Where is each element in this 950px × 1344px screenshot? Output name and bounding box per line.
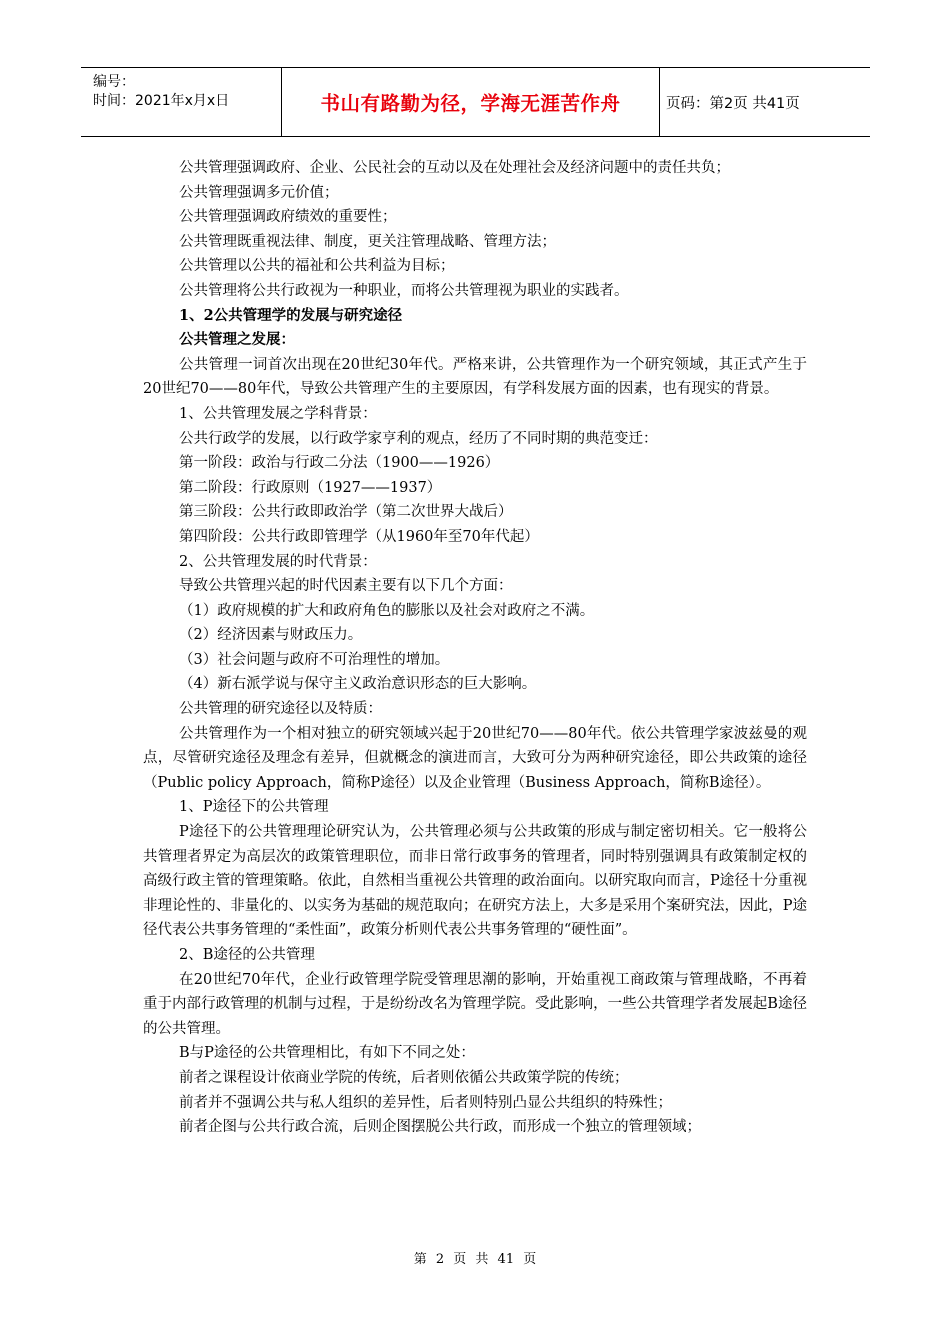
motto: 书山有路勤为径，学海无涯苦作舟: [320, 92, 621, 115]
page-header: [81, 67, 870, 137]
document-body: [143, 156, 807, 1140]
serial-label: 编号：: [93, 74, 135, 90]
paragraph: 2、B途径的公共管理: [179, 947, 315, 963]
paragraph: 公共管理强调多元价值；: [179, 184, 339, 201]
paragraph: 1、公共管理发展之学科背景：: [179, 405, 377, 422]
paragraph: 公共行政学的发展，以行政学家亨利的观点，经历了不同时期的典范变迁：: [179, 430, 658, 447]
header-meta: [81, 68, 282, 136]
paragraph: 2、公共管理发展的时代背景：: [179, 553, 377, 570]
paragraph: 前者并不强调公共与私人组织的差异性，后者则特别凸显公共组织的特殊性；: [179, 1094, 672, 1111]
paragraph: 公共管理强调政府绩效的重要性；: [179, 209, 397, 226]
section-heading: 1、2公共管理学的发展与研究途径: [179, 306, 403, 324]
paragraph: 在20世纪70年代，企业行政管理学院受管理思潮的影响，开始重视工商政策与管理战略，不再着重于内部行政管理的机制与过程，于是纷纷改名为管理学院。受此影响，一些公共管理学者发展起B途径的公共管理。: [143, 971, 807, 1037]
paragraph: 公共管理作为一个相对独立的研究领域兴起于20世纪70——80年代。依公共管理学家波兹曼的观点，尽管研究途径及理念有差异，但就概念的演进而言，大致可分为两种研究途径，即公共政策的途径（Public policy Approach，简称P途径）以及企业管理（Business Approach，简称B途径）。: [143, 725, 807, 791]
list-item: （2）经济因素与财政压力。: [179, 627, 363, 644]
paragraph: 导致公共管理兴起的时代因素主要有以下几个方面：: [179, 578, 513, 595]
paragraph: 公共管理的研究途径以及特质：: [179, 701, 382, 718]
list-item: （3）社会问题与政府不可治理性的增加。: [179, 651, 450, 668]
header-motto-cell: [282, 68, 660, 136]
stage-item: 第三阶段：公共行政即政治学（第二次世界大战后）: [179, 504, 513, 521]
stage-item: 第一阶段：政治与行政二分法（1900——1926）: [179, 455, 500, 472]
paragraph: 前者之课程设计依商业学院的传统，后者则依循公共政策学院的传统；: [179, 1069, 629, 1086]
paragraph: 公共管理以公共的福祉和公共利益为目标；: [179, 258, 455, 275]
header-page-info-cell: [660, 68, 870, 136]
paragraph: 前者企图与公共行政合流，后则企图摆脱公共行政，而形成一个独立的管理领域；: [179, 1119, 701, 1136]
date-label: 时间：2021年x月x日: [93, 93, 230, 109]
paragraph: B与P途径的公共管理相比，有如下不同之处：: [179, 1045, 475, 1062]
subsection-heading: 公共管理之发展：: [179, 331, 295, 349]
list-item: （1）政府规模的扩大和政府角色的膨胀以及社会对政府之不满。: [179, 602, 595, 619]
stage-item: 第四阶段：公共行政即管理学（从1960年至70年代起）: [179, 528, 539, 545]
paragraph: 1、P途径下的公共管理: [179, 799, 329, 816]
list-item: （4）新右派学说与保守主义政治意识形态的巨大影响。: [179, 676, 537, 693]
page-info: 页码：第2页 共41页: [666, 95, 800, 112]
paragraph: 公共管理将公共行政视为一种职业，而将公共管理视为职业的实践者。: [179, 282, 629, 299]
paragraph: 公共管理一词首次出现在20世纪30年代。严格来讲，公共管理作为一个研究领域，其正式产生于20世纪70——80年代，导致公共管理产生的主要原因，有学科发展方面的因素，也有现实的背景。: [143, 356, 807, 398]
paragraph: P途径下的公共管理理论研究认为，公共管理必须与公共政策的形成与制定密切相关。它一般将公共管理者界定为高层次的政策管理职位，而非日常行政事务的管理者，同时特别强调具有政策制定权的高级行政主管的管理策略。依此，自然相当重视公共管理的政治面向。以研究取向而言，P途径十分重视非理论性的、非量化的、以实务为基础的规范取向；在研究方法上，大多是采用个案研究法，因此，P途径代表公共事务管理的“柔性面”，政策分析则代表公共事务管理的“硬性面”。: [143, 824, 807, 939]
paragraph: 公共管理强调政府、企业、公民社会的互动以及在处理社会及经济问题中的责任共负；: [179, 160, 730, 176]
stage-item: 第二阶段：行政原则（1927——1937）: [179, 479, 442, 496]
paragraph: 公共管理既重视法律、制度，更关注管理战略、管理方法；: [179, 233, 556, 250]
page-footer: 第 2 页 共 41 页: [413, 1252, 537, 1267]
